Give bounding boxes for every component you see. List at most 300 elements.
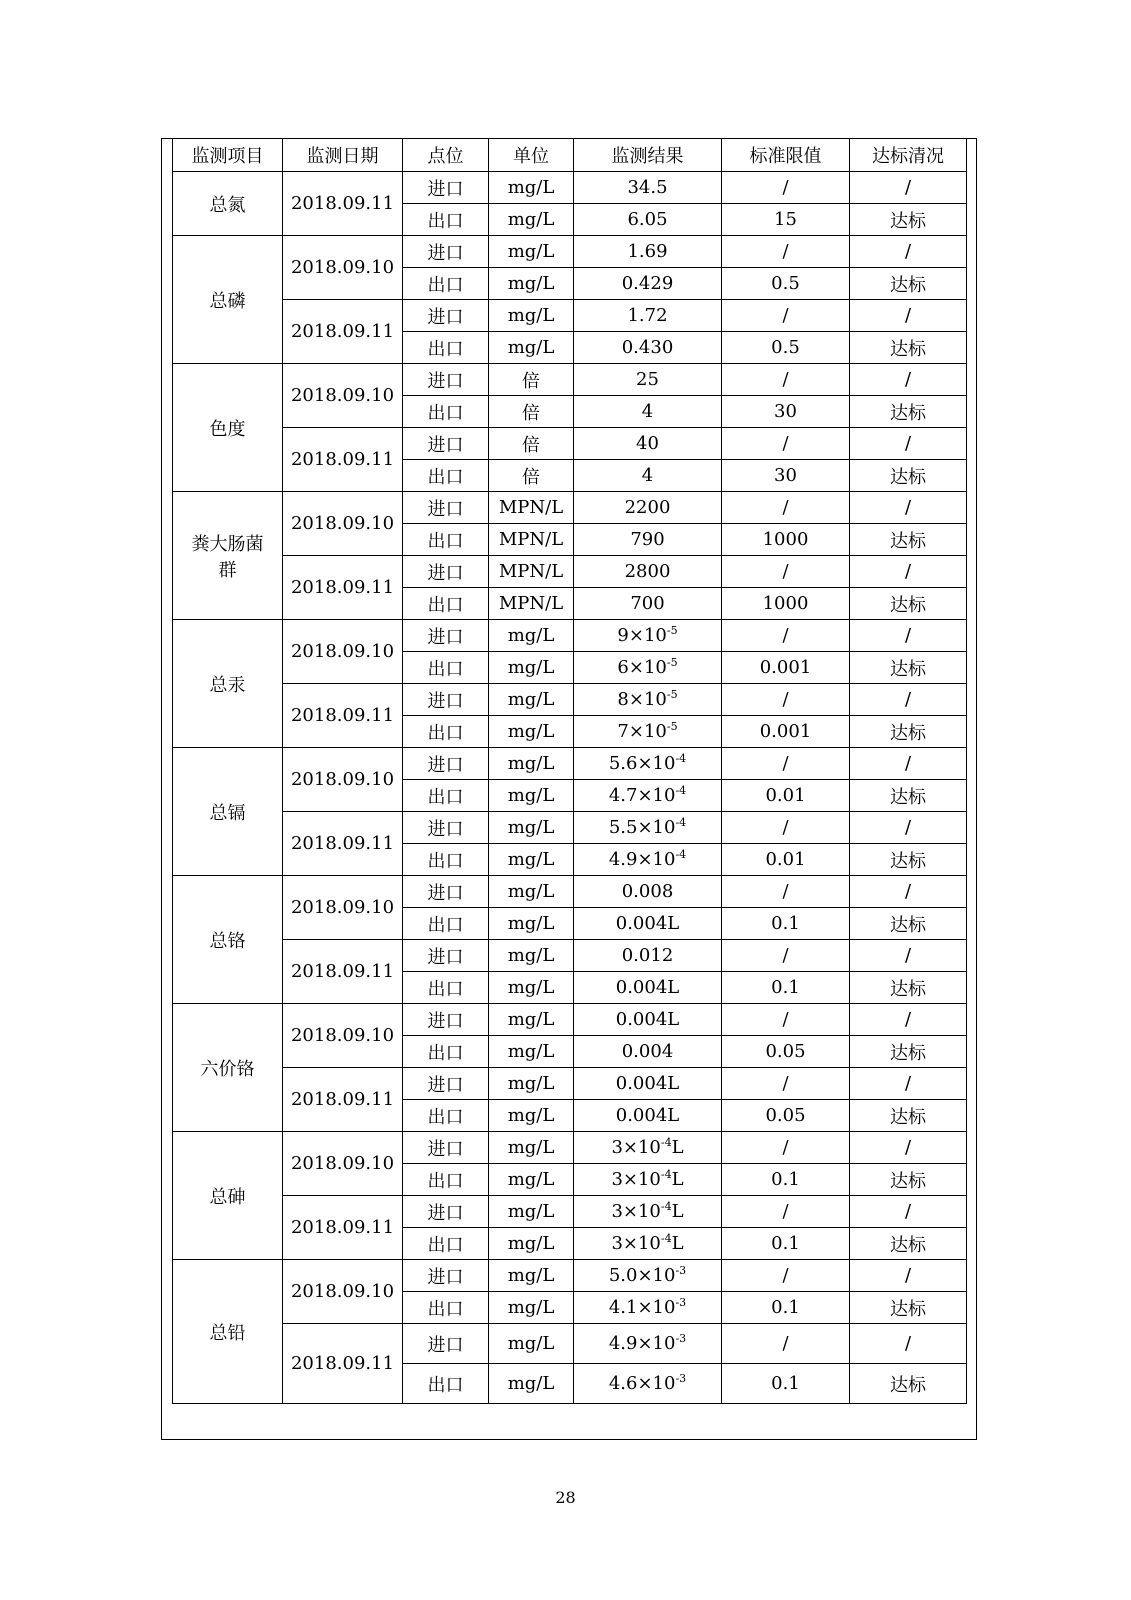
table-row xyxy=(173,940,967,972)
table-row xyxy=(173,428,967,460)
table-row xyxy=(173,812,967,844)
limit-cell: 0.001 xyxy=(722,652,850,684)
unit-cell: mg/L xyxy=(489,236,574,268)
unit-cell: mg/L xyxy=(489,972,574,1004)
unit-cell: 倍 xyxy=(489,396,574,428)
monitoring-item-cell: 总磷 xyxy=(173,236,283,364)
limit-cell: 0.5 xyxy=(722,268,850,300)
header-limit: 标准限值 xyxy=(722,139,850,172)
result-mantissa: 8 xyxy=(617,689,629,710)
status-cell: 达标 xyxy=(850,1036,967,1068)
result-mantissa: 4.6 xyxy=(608,1373,638,1394)
table-row xyxy=(173,1004,967,1036)
unit-cell: mg/L xyxy=(489,1364,574,1404)
limit-cell: / xyxy=(722,684,850,716)
point-cell: 出口 xyxy=(403,1364,489,1404)
table-row xyxy=(173,1196,967,1228)
table-header-row xyxy=(173,139,967,172)
result-cell: 1.72 xyxy=(574,300,722,332)
monitoring-date-cell: 2018.09.11 xyxy=(283,300,403,364)
status-cell: / xyxy=(850,172,967,204)
unit-cell: mg/L xyxy=(489,1036,574,1068)
limit-cell: / xyxy=(722,300,850,332)
limit-cell: / xyxy=(722,556,850,588)
result-cell: 4 xyxy=(574,396,722,428)
limit-cell: / xyxy=(722,172,850,204)
result-exponent: -5 xyxy=(666,656,678,669)
table-row xyxy=(173,748,967,780)
unit-cell: mg/L xyxy=(489,684,574,716)
result-mantissa: 6 xyxy=(617,657,629,678)
result-cell xyxy=(574,1260,722,1292)
monitoring-item-cell: 粪大肠菌群 xyxy=(173,492,283,620)
status-cell: / xyxy=(850,1324,967,1364)
table-body xyxy=(173,172,967,1404)
result-exponent: -4 xyxy=(660,1200,672,1213)
result-cell xyxy=(574,1292,722,1324)
unit-cell: mg/L xyxy=(489,1004,574,1036)
limit-cell: / xyxy=(722,748,850,780)
monitoring-date-cell: 2018.09.10 xyxy=(283,1260,403,1324)
limit-cell: 15 xyxy=(722,204,850,236)
times-ten-symbol: ×10 xyxy=(637,1333,676,1354)
monitoring-date-cell: 2018.09.10 xyxy=(283,620,403,684)
point-cell: 进口 xyxy=(403,812,489,844)
unit-cell: mg/L xyxy=(489,844,574,876)
unit-cell: mg/L xyxy=(489,620,574,652)
point-cell: 进口 xyxy=(403,1132,489,1164)
status-cell: 达标 xyxy=(850,972,967,1004)
result-suffix: L xyxy=(671,1233,684,1254)
status-cell: 达标 xyxy=(850,1100,967,1132)
point-cell: 进口 xyxy=(403,620,489,652)
point-cell: 进口 xyxy=(403,684,489,716)
unit-cell: 倍 xyxy=(489,460,574,492)
unit-cell: 倍 xyxy=(489,364,574,396)
result-mantissa: 4.7 xyxy=(608,785,638,806)
limit-cell: 0.1 xyxy=(722,1292,850,1324)
limit-cell: / xyxy=(722,1132,850,1164)
point-cell: 进口 xyxy=(403,428,489,460)
result-exponent: -5 xyxy=(666,624,678,637)
limit-cell: / xyxy=(722,236,850,268)
point-cell: 出口 xyxy=(403,908,489,940)
status-cell: / xyxy=(850,1068,967,1100)
result-cell: 0.004L xyxy=(574,972,722,1004)
point-cell: 出口 xyxy=(403,1036,489,1068)
status-cell: 达标 xyxy=(850,908,967,940)
result-cell xyxy=(574,684,722,716)
unit-cell: mg/L xyxy=(489,1100,574,1132)
monitoring-date-cell: 2018.09.10 xyxy=(283,236,403,300)
status-cell: 达标 xyxy=(850,1228,967,1260)
result-cell xyxy=(574,1164,722,1196)
result-cell: 2200 xyxy=(574,492,722,524)
result-cell: 1.69 xyxy=(574,236,722,268)
result-exponent: -3 xyxy=(675,1332,687,1345)
result-cell: 0.004L xyxy=(574,1068,722,1100)
result-suffix: L xyxy=(671,1201,684,1222)
status-cell: 达标 xyxy=(850,1292,967,1324)
unit-cell: mg/L xyxy=(489,652,574,684)
unit-cell: mg/L xyxy=(489,1196,574,1228)
status-cell: 达标 xyxy=(850,1164,967,1196)
unit-cell: MPN/L xyxy=(489,492,574,524)
result-cell xyxy=(574,780,722,812)
times-ten-symbol: ×10 xyxy=(637,1373,676,1394)
monitoring-item-cell: 总铬 xyxy=(173,876,283,1004)
status-cell: 达标 xyxy=(850,844,967,876)
monitoring-item-cell: 六价铬 xyxy=(173,1004,283,1132)
limit-cell: 0.1 xyxy=(722,1228,850,1260)
result-cell: 0.004L xyxy=(574,1100,722,1132)
limit-cell: / xyxy=(722,1004,850,1036)
result-mantissa: 4.9 xyxy=(608,849,638,870)
point-cell: 出口 xyxy=(403,396,489,428)
unit-cell: mg/L xyxy=(489,780,574,812)
unit-cell: mg/L xyxy=(489,748,574,780)
unit-cell: mg/L xyxy=(489,1292,574,1324)
limit-cell: / xyxy=(722,1324,850,1364)
point-cell: 进口 xyxy=(403,300,489,332)
result-cell xyxy=(574,620,722,652)
status-cell: / xyxy=(850,1260,967,1292)
limit-cell: 0.1 xyxy=(722,1364,850,1404)
result-mantissa: 9 xyxy=(617,625,629,646)
result-mantissa: 3 xyxy=(611,1137,623,1158)
result-exponent: -4 xyxy=(660,1168,672,1181)
table-row xyxy=(173,1260,967,1292)
result-exponent: -4 xyxy=(675,752,687,765)
result-cell xyxy=(574,1228,722,1260)
result-cell: 0.004L xyxy=(574,908,722,940)
result-cell: 0.429 xyxy=(574,268,722,300)
status-cell: / xyxy=(850,620,967,652)
limit-cell: 0.1 xyxy=(722,1164,850,1196)
unit-cell: mg/L xyxy=(489,204,574,236)
monitoring-item-cell: 总镉 xyxy=(173,748,283,876)
table-row xyxy=(173,364,967,396)
monitoring-date-cell: 2018.09.11 xyxy=(283,940,403,1004)
limit-cell: 0.001 xyxy=(722,716,850,748)
unit-cell: mg/L xyxy=(489,940,574,972)
point-cell: 进口 xyxy=(403,940,489,972)
point-cell: 出口 xyxy=(403,524,489,556)
result-cell xyxy=(574,716,722,748)
result-cell xyxy=(574,1196,722,1228)
point-cell: 进口 xyxy=(403,876,489,908)
result-exponent: -4 xyxy=(660,1232,672,1245)
result-cell xyxy=(574,1364,722,1404)
unit-cell: mg/L xyxy=(489,268,574,300)
status-cell: / xyxy=(850,1196,967,1228)
times-ten-symbol: ×10 xyxy=(622,1137,661,1158)
table-row xyxy=(173,620,967,652)
result-exponent: -4 xyxy=(675,784,687,797)
unit-cell: mg/L xyxy=(489,1260,574,1292)
status-cell: 达标 xyxy=(850,268,967,300)
result-cell: 4 xyxy=(574,460,722,492)
table-row xyxy=(173,236,967,268)
result-exponent: -3 xyxy=(675,1264,687,1277)
unit-cell: 倍 xyxy=(489,428,574,460)
monitoring-date-cell: 2018.09.11 xyxy=(283,1324,403,1404)
result-mantissa: 4.9 xyxy=(608,1333,638,1354)
times-ten-symbol: ×10 xyxy=(628,657,667,678)
monitoring-item-cell: 总氮 xyxy=(173,172,283,236)
status-cell: / xyxy=(850,876,967,908)
table-row xyxy=(173,1068,967,1100)
result-cell: 0.008 xyxy=(574,876,722,908)
result-cell: 790 xyxy=(574,524,722,556)
times-ten-symbol: ×10 xyxy=(637,1297,676,1318)
unit-cell: mg/L xyxy=(489,1228,574,1260)
point-cell: 出口 xyxy=(403,268,489,300)
times-ten-symbol: ×10 xyxy=(637,817,676,838)
limit-cell: / xyxy=(722,1196,850,1228)
status-cell: 达标 xyxy=(850,332,967,364)
times-ten-symbol: ×10 xyxy=(637,1265,676,1286)
status-cell: 达标 xyxy=(850,716,967,748)
result-exponent: -5 xyxy=(666,720,678,733)
result-cell: 6.05 xyxy=(574,204,722,236)
times-ten-symbol: ×10 xyxy=(637,849,676,870)
unit-cell: MPN/L xyxy=(489,588,574,620)
point-cell: 出口 xyxy=(403,332,489,364)
monitoring-date-cell: 2018.09.11 xyxy=(283,1196,403,1260)
limit-cell: / xyxy=(722,812,850,844)
result-cell xyxy=(574,812,722,844)
result-exponent: -4 xyxy=(675,848,687,861)
status-cell: / xyxy=(850,1132,967,1164)
result-mantissa: 5.0 xyxy=(608,1265,638,1286)
header-unit: 单位 xyxy=(489,139,574,172)
limit-cell: / xyxy=(722,620,850,652)
point-cell: 出口 xyxy=(403,652,489,684)
status-cell: 达标 xyxy=(850,588,967,620)
result-mantissa: 7 xyxy=(617,721,629,742)
header-result: 监测结果 xyxy=(574,139,722,172)
table-row xyxy=(173,1132,967,1164)
times-ten-symbol: ×10 xyxy=(628,721,667,742)
header-item: 监测项目 xyxy=(173,139,283,172)
unit-cell: mg/L xyxy=(489,1164,574,1196)
times-ten-symbol: ×10 xyxy=(622,1169,661,1190)
status-cell: 达标 xyxy=(850,1364,967,1404)
header-point: 点位 xyxy=(403,139,489,172)
unit-cell: mg/L xyxy=(489,1068,574,1100)
point-cell: 出口 xyxy=(403,204,489,236)
monitoring-item-cell: 总汞 xyxy=(173,620,283,748)
unit-cell: mg/L xyxy=(489,1132,574,1164)
status-cell: 达标 xyxy=(850,524,967,556)
point-cell: 进口 xyxy=(403,236,489,268)
monitoring-date-cell: 2018.09.10 xyxy=(283,1004,403,1068)
status-cell: 达标 xyxy=(850,460,967,492)
limit-cell: 0.01 xyxy=(722,780,850,812)
monitoring-date-cell: 2018.09.10 xyxy=(283,1132,403,1196)
status-cell: 达标 xyxy=(850,396,967,428)
limit-cell: / xyxy=(722,1068,850,1100)
status-cell: / xyxy=(850,748,967,780)
times-ten-symbol: ×10 xyxy=(637,753,676,774)
point-cell: 进口 xyxy=(403,1260,489,1292)
result-cell: 40 xyxy=(574,428,722,460)
point-cell: 进口 xyxy=(403,364,489,396)
unit-cell: mg/L xyxy=(489,716,574,748)
unit-cell: mg/L xyxy=(489,812,574,844)
unit-cell: mg/L xyxy=(489,300,574,332)
unit-cell: mg/L xyxy=(489,1324,574,1364)
result-mantissa: 3 xyxy=(611,1169,623,1190)
result-suffix: L xyxy=(671,1169,684,1190)
limit-cell: 30 xyxy=(722,460,850,492)
status-cell: / xyxy=(850,492,967,524)
limit-cell: / xyxy=(722,940,850,972)
monitoring-date-cell: 2018.09.10 xyxy=(283,364,403,428)
result-cell xyxy=(574,844,722,876)
point-cell: 进口 xyxy=(403,492,489,524)
monitoring-date-cell: 2018.09.11 xyxy=(283,684,403,748)
table-row xyxy=(173,556,967,588)
limit-cell: / xyxy=(722,492,850,524)
status-cell: / xyxy=(850,684,967,716)
point-cell: 出口 xyxy=(403,780,489,812)
limit-cell: 0.1 xyxy=(722,972,850,1004)
result-cell xyxy=(574,652,722,684)
point-cell: 进口 xyxy=(403,748,489,780)
point-cell: 进口 xyxy=(403,1004,489,1036)
unit-cell: MPN/L xyxy=(489,556,574,588)
monitoring-date-cell: 2018.09.11 xyxy=(283,1068,403,1132)
result-mantissa: 5.5 xyxy=(608,817,638,838)
monitoring-date-cell: 2018.09.11 xyxy=(283,428,403,492)
page-number: 28 xyxy=(555,1488,576,1507)
limit-cell: 0.1 xyxy=(722,908,850,940)
times-ten-symbol: ×10 xyxy=(622,1233,661,1254)
monitoring-date-cell: 2018.09.11 xyxy=(283,556,403,620)
status-cell: 达标 xyxy=(850,780,967,812)
unit-cell: mg/L xyxy=(489,908,574,940)
result-exponent: -4 xyxy=(675,816,687,829)
result-cell: 34.5 xyxy=(574,172,722,204)
point-cell: 出口 xyxy=(403,972,489,1004)
table-row xyxy=(173,300,967,332)
status-cell: / xyxy=(850,364,967,396)
times-ten-symbol: ×10 xyxy=(628,625,667,646)
status-cell: / xyxy=(850,940,967,972)
table-row xyxy=(173,684,967,716)
point-cell: 进口 xyxy=(403,556,489,588)
times-ten-symbol: ×10 xyxy=(637,785,676,806)
times-ten-symbol: ×10 xyxy=(628,689,667,710)
monitoring-date-cell: 2018.09.10 xyxy=(283,876,403,940)
point-cell: 出口 xyxy=(403,1228,489,1260)
result-mantissa: 4.1 xyxy=(608,1297,638,1318)
limit-cell: 30 xyxy=(722,396,850,428)
table-row xyxy=(173,172,967,204)
monitoring-date-cell: 2018.09.11 xyxy=(283,172,403,236)
limit-cell: 1000 xyxy=(722,524,850,556)
times-ten-symbol: ×10 xyxy=(622,1201,661,1222)
result-cell xyxy=(574,748,722,780)
point-cell: 出口 xyxy=(403,844,489,876)
point-cell: 出口 xyxy=(403,1292,489,1324)
status-cell: / xyxy=(850,300,967,332)
result-cell xyxy=(574,1132,722,1164)
limit-cell: / xyxy=(722,364,850,396)
point-cell: 出口 xyxy=(403,460,489,492)
limit-cell: 0.5 xyxy=(722,332,850,364)
monitoring-table xyxy=(172,138,967,1404)
monitoring-date-cell: 2018.09.11 xyxy=(283,812,403,876)
result-cell xyxy=(574,1324,722,1364)
unit-cell: mg/L xyxy=(489,332,574,364)
result-cell: 0.012 xyxy=(574,940,722,972)
status-cell: / xyxy=(850,1004,967,1036)
limit-cell: / xyxy=(722,1260,850,1292)
unit-cell: MPN/L xyxy=(489,524,574,556)
result-cell: 0.004L xyxy=(574,1004,722,1036)
point-cell: 出口 xyxy=(403,716,489,748)
status-cell: / xyxy=(850,428,967,460)
unit-cell: mg/L xyxy=(489,876,574,908)
status-cell: 达标 xyxy=(850,204,967,236)
result-mantissa: 3 xyxy=(611,1233,623,1254)
header-date: 监测日期 xyxy=(283,139,403,172)
monitoring-item-cell: 总铅 xyxy=(173,1260,283,1404)
point-cell: 出口 xyxy=(403,588,489,620)
limit-cell: 1000 xyxy=(722,588,850,620)
status-cell: / xyxy=(850,236,967,268)
table-row xyxy=(173,492,967,524)
status-cell: / xyxy=(850,556,967,588)
monitoring-item-cell: 色度 xyxy=(173,364,283,492)
limit-cell: / xyxy=(722,428,850,460)
point-cell: 出口 xyxy=(403,1100,489,1132)
status-cell: / xyxy=(850,812,967,844)
result-cell: 700 xyxy=(574,588,722,620)
result-cell: 25 xyxy=(574,364,722,396)
point-cell: 进口 xyxy=(403,1196,489,1228)
result-cell: 0.004 xyxy=(574,1036,722,1068)
unit-cell: mg/L xyxy=(489,172,574,204)
result-cell: 2800 xyxy=(574,556,722,588)
result-mantissa: 5.6 xyxy=(608,753,638,774)
point-cell: 进口 xyxy=(403,1068,489,1100)
status-cell: 达标 xyxy=(850,652,967,684)
monitoring-item-cell: 总砷 xyxy=(173,1132,283,1260)
point-cell: 出口 xyxy=(403,1164,489,1196)
result-mantissa: 3 xyxy=(611,1201,623,1222)
point-cell: 进口 xyxy=(403,172,489,204)
result-exponent: -3 xyxy=(675,1372,687,1385)
table-row xyxy=(173,1324,967,1364)
result-cell: 0.430 xyxy=(574,332,722,364)
table-row xyxy=(173,876,967,908)
limit-cell: 0.05 xyxy=(722,1100,850,1132)
result-exponent: -4 xyxy=(660,1136,672,1149)
result-suffix: L xyxy=(671,1137,684,1158)
monitoring-date-cell: 2018.09.10 xyxy=(283,492,403,556)
result-exponent: -3 xyxy=(675,1296,687,1309)
point-cell: 进口 xyxy=(403,1324,489,1364)
limit-cell: 0.01 xyxy=(722,844,850,876)
limit-cell: / xyxy=(722,876,850,908)
monitoring-date-cell: 2018.09.10 xyxy=(283,748,403,812)
header-status: 达标清况 xyxy=(850,139,967,172)
result-exponent: -5 xyxy=(666,688,678,701)
